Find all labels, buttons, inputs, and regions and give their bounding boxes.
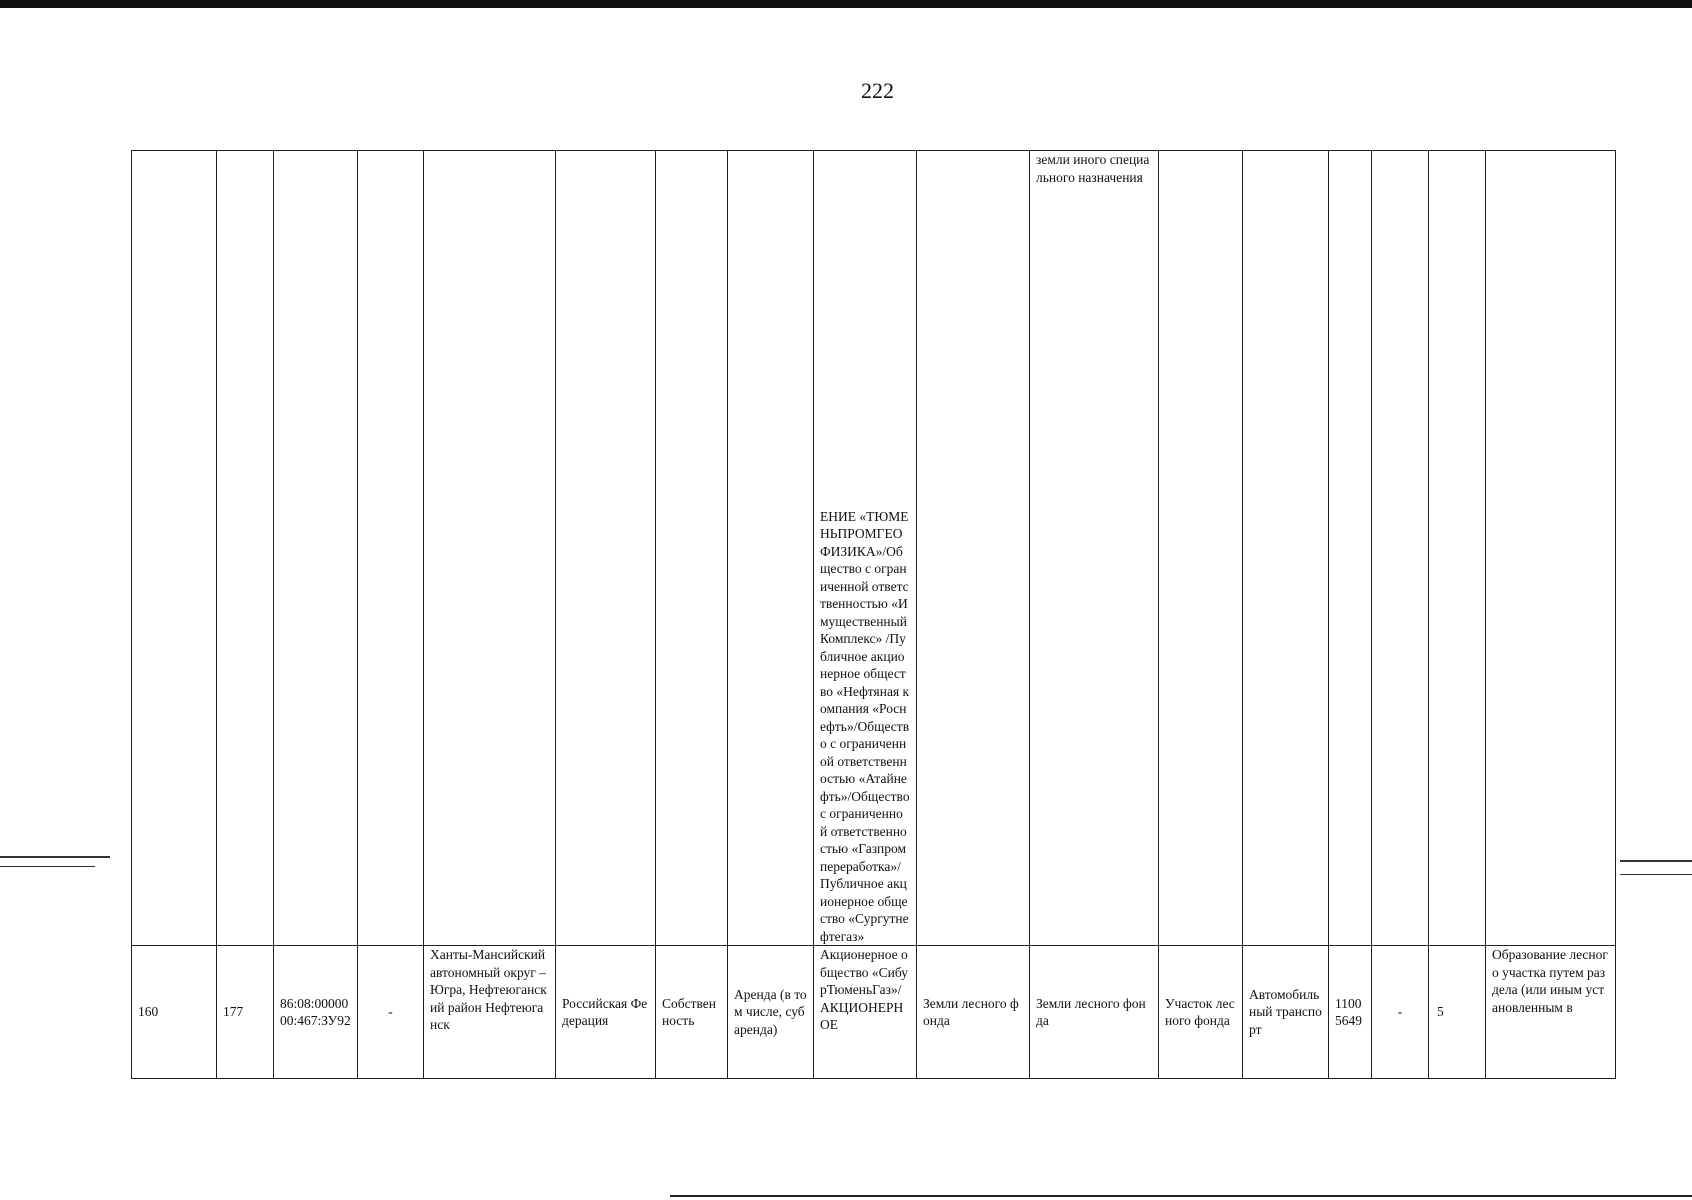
cell bbox=[274, 151, 358, 946]
cell-land-type: Участок лесного фонда bbox=[1159, 946, 1243, 1079]
cell-address: Ханты-Мансийский автономный округ – Югра, Нефтеюганский район Нефтеюганск bbox=[424, 946, 556, 1079]
cell bbox=[656, 151, 728, 946]
cell bbox=[1159, 151, 1243, 946]
cell-land-category-target: Земли лесного фонда bbox=[1030, 946, 1159, 1079]
cell-note: Образование лесного участка путем раздела (или иным установленным в bbox=[1486, 946, 1616, 1079]
scan-fold-line-right-2 bbox=[1620, 874, 1692, 875]
cell-row-number: 160 bbox=[132, 946, 217, 1079]
cell bbox=[217, 151, 274, 946]
cell bbox=[1329, 151, 1372, 946]
cell bbox=[1243, 151, 1329, 946]
cell-right-type: Собственность bbox=[656, 946, 728, 1079]
cell-plot-number: 177 bbox=[217, 946, 274, 1079]
table-row-160 bbox=[132, 946, 1616, 1079]
cell bbox=[917, 151, 1030, 946]
cell bbox=[556, 151, 656, 946]
cell bbox=[1372, 151, 1429, 946]
cell-area: 11005649 bbox=[1329, 946, 1372, 1079]
land-plots-table bbox=[131, 150, 1616, 1079]
table-row-continuation bbox=[132, 151, 1616, 946]
cell-count: 5 bbox=[1429, 946, 1486, 1079]
cell bbox=[1429, 151, 1486, 946]
cell-empty-dash: - bbox=[1372, 946, 1429, 1079]
cell-land-category-continued: земли иного специального назначения bbox=[1030, 151, 1159, 946]
cell-permitted-use: Автомобильный транспорт bbox=[1243, 946, 1329, 1079]
scan-fold-line-left-2 bbox=[0, 866, 95, 867]
page-number: 222 bbox=[861, 78, 894, 103]
cell bbox=[728, 151, 814, 946]
scan-bottom-rule bbox=[670, 1195, 1692, 1197]
scan-top-border bbox=[0, 0, 1692, 8]
cell-land-category: Земли лесного фонда bbox=[917, 946, 1030, 1079]
cell-cadastral-number: 86:08:0000000:467:ЗУ92 bbox=[274, 946, 358, 1079]
scan-fold-line-left bbox=[0, 856, 110, 858]
cell-right-holders-continued: ЕНИЕ «ТЮМЕНЬПРОМГЕОФИЗИКА»/Общество с ограниченной ответственностью «Имущественный Комплекс» /Публичное акционерное общество «Нефтяная компания «Роснефть»/Общество с ограниченной ответственностью «Атайнефть»/Общество с ограниченной ответственностью «Газпром переработка»/Публичное акционерное общество «Сургутнефтегаз» bbox=[814, 151, 917, 946]
cell-right-holders: Акционерное общество «СибурТюменьГаз»/ АКЦИОНЕРНОЕ bbox=[814, 946, 917, 1079]
cell-encumbrance: Аренда (в том числе, субаренда) bbox=[728, 946, 814, 1079]
cell bbox=[1486, 151, 1616, 946]
cell bbox=[132, 151, 217, 946]
scan-fold-line-right bbox=[1620, 860, 1692, 862]
cell-owner: Российская Федерация bbox=[556, 946, 656, 1079]
cell-empty-dash: - bbox=[358, 946, 424, 1079]
cell bbox=[424, 151, 556, 946]
cell bbox=[358, 151, 424, 946]
